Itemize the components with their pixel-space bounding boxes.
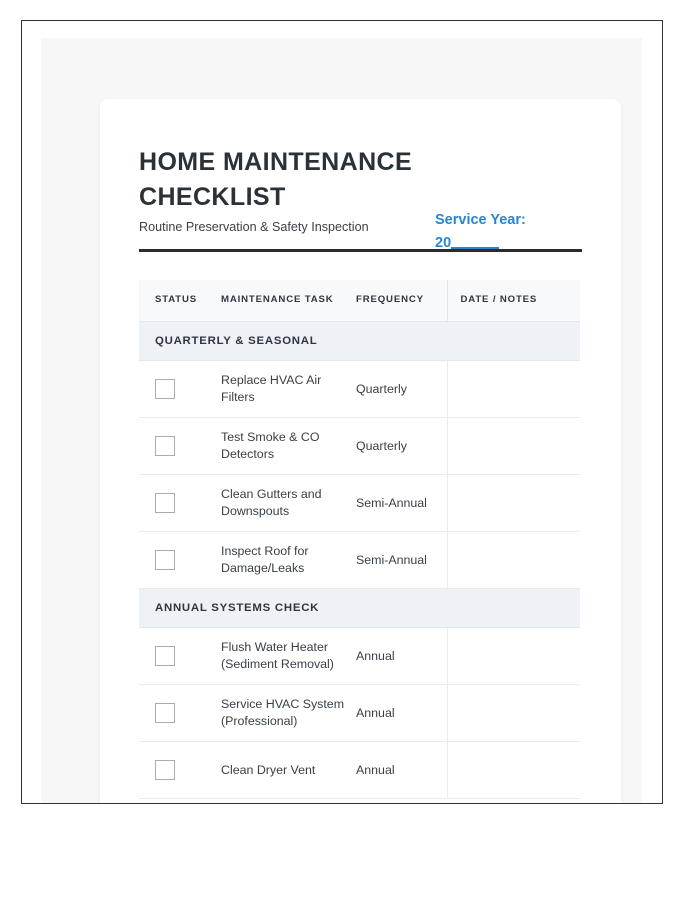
page-title: HOME MAINTENANCE CHECKLIST bbox=[139, 148, 413, 211]
cell-task-name: Clean Dryer Vent bbox=[221, 742, 356, 799]
cell-status bbox=[139, 742, 221, 799]
cell-status bbox=[139, 628, 221, 685]
cell-task-name: Clean Gutters and Downspouts bbox=[221, 475, 356, 532]
cell-date-notes[interactable] bbox=[447, 475, 580, 532]
cell-frequency: Annual bbox=[356, 685, 447, 742]
column-header-notes: DATE / NOTES bbox=[447, 280, 580, 321]
cell-task-name: Flush Water Heater (Sediment Removal) bbox=[221, 628, 356, 685]
cell-date-notes[interactable] bbox=[447, 418, 580, 475]
cell-date-notes[interactable] bbox=[447, 628, 580, 685]
table-row bbox=[139, 475, 580, 532]
service-year-field[interactable] bbox=[435, 232, 560, 255]
document-card bbox=[100, 99, 621, 804]
column-header-status: STATUS bbox=[139, 280, 221, 321]
cell-status bbox=[139, 361, 221, 418]
cell-date-notes[interactable] bbox=[447, 361, 580, 418]
task-checkbox[interactable] bbox=[155, 493, 175, 513]
cell-frequency: Semi-Annual bbox=[356, 532, 447, 589]
cell-date-notes[interactable] bbox=[447, 685, 580, 742]
page-backdrop bbox=[41, 38, 642, 804]
cell-task-name: Replace HVAC Air Filters bbox=[221, 361, 356, 418]
table-header bbox=[139, 280, 580, 321]
cell-status bbox=[139, 532, 221, 589]
document-header bbox=[139, 99, 582, 252]
cell-date-notes[interactable] bbox=[447, 532, 580, 589]
cell-task-name: Test Smoke & CO Detectors bbox=[221, 418, 356, 475]
table-row bbox=[139, 628, 580, 685]
service-year-prefix: 20 bbox=[435, 234, 452, 251]
title-block bbox=[139, 145, 469, 235]
cell-task-name: Inspect Roof for Damage/Leaks bbox=[221, 532, 356, 589]
table-row bbox=[139, 418, 580, 475]
table-row bbox=[139, 361, 580, 418]
section-heading: ANNUAL SYSTEMS CHECK bbox=[139, 589, 580, 628]
cell-frequency: Annual bbox=[356, 742, 447, 799]
service-year-input[interactable] bbox=[451, 236, 499, 249]
cell-status bbox=[139, 475, 221, 532]
cell-frequency: Quarterly bbox=[356, 418, 447, 475]
section-header-row bbox=[139, 322, 580, 361]
browser-viewport-frame bbox=[21, 20, 663, 804]
cell-status bbox=[139, 685, 221, 742]
section-heading: QUARTERLY & SEASONAL bbox=[139, 322, 580, 361]
column-header-task: MAINTENANCE TASK bbox=[221, 280, 356, 321]
cell-frequency: Quarterly bbox=[356, 361, 447, 418]
task-checkbox[interactable] bbox=[155, 760, 175, 780]
cell-status bbox=[139, 418, 221, 475]
section-header-row bbox=[139, 589, 580, 628]
task-checkbox[interactable] bbox=[155, 646, 175, 666]
maintenance-checklist-table bbox=[139, 280, 580, 799]
table-header-row bbox=[139, 280, 580, 321]
task-checkbox[interactable] bbox=[155, 703, 175, 723]
task-checkbox[interactable] bbox=[155, 379, 175, 399]
table-row bbox=[139, 685, 580, 742]
task-checkbox[interactable] bbox=[155, 550, 175, 570]
cell-date-notes[interactable] bbox=[447, 742, 580, 799]
service-year-block bbox=[435, 209, 560, 255]
cell-frequency: Semi-Annual bbox=[356, 475, 447, 532]
column-header-frequency: FREQUENCY bbox=[356, 280, 447, 321]
service-year-label: Service Year: bbox=[435, 212, 526, 228]
task-checkbox[interactable] bbox=[155, 436, 175, 456]
table-row bbox=[139, 742, 580, 799]
cell-task-name: Service HVAC System (Professional) bbox=[221, 685, 356, 742]
page-subtitle: Routine Preservation & Safety Inspection bbox=[139, 220, 369, 234]
table-body bbox=[139, 322, 580, 799]
table-row bbox=[139, 532, 580, 589]
cell-frequency: Annual bbox=[356, 628, 447, 685]
